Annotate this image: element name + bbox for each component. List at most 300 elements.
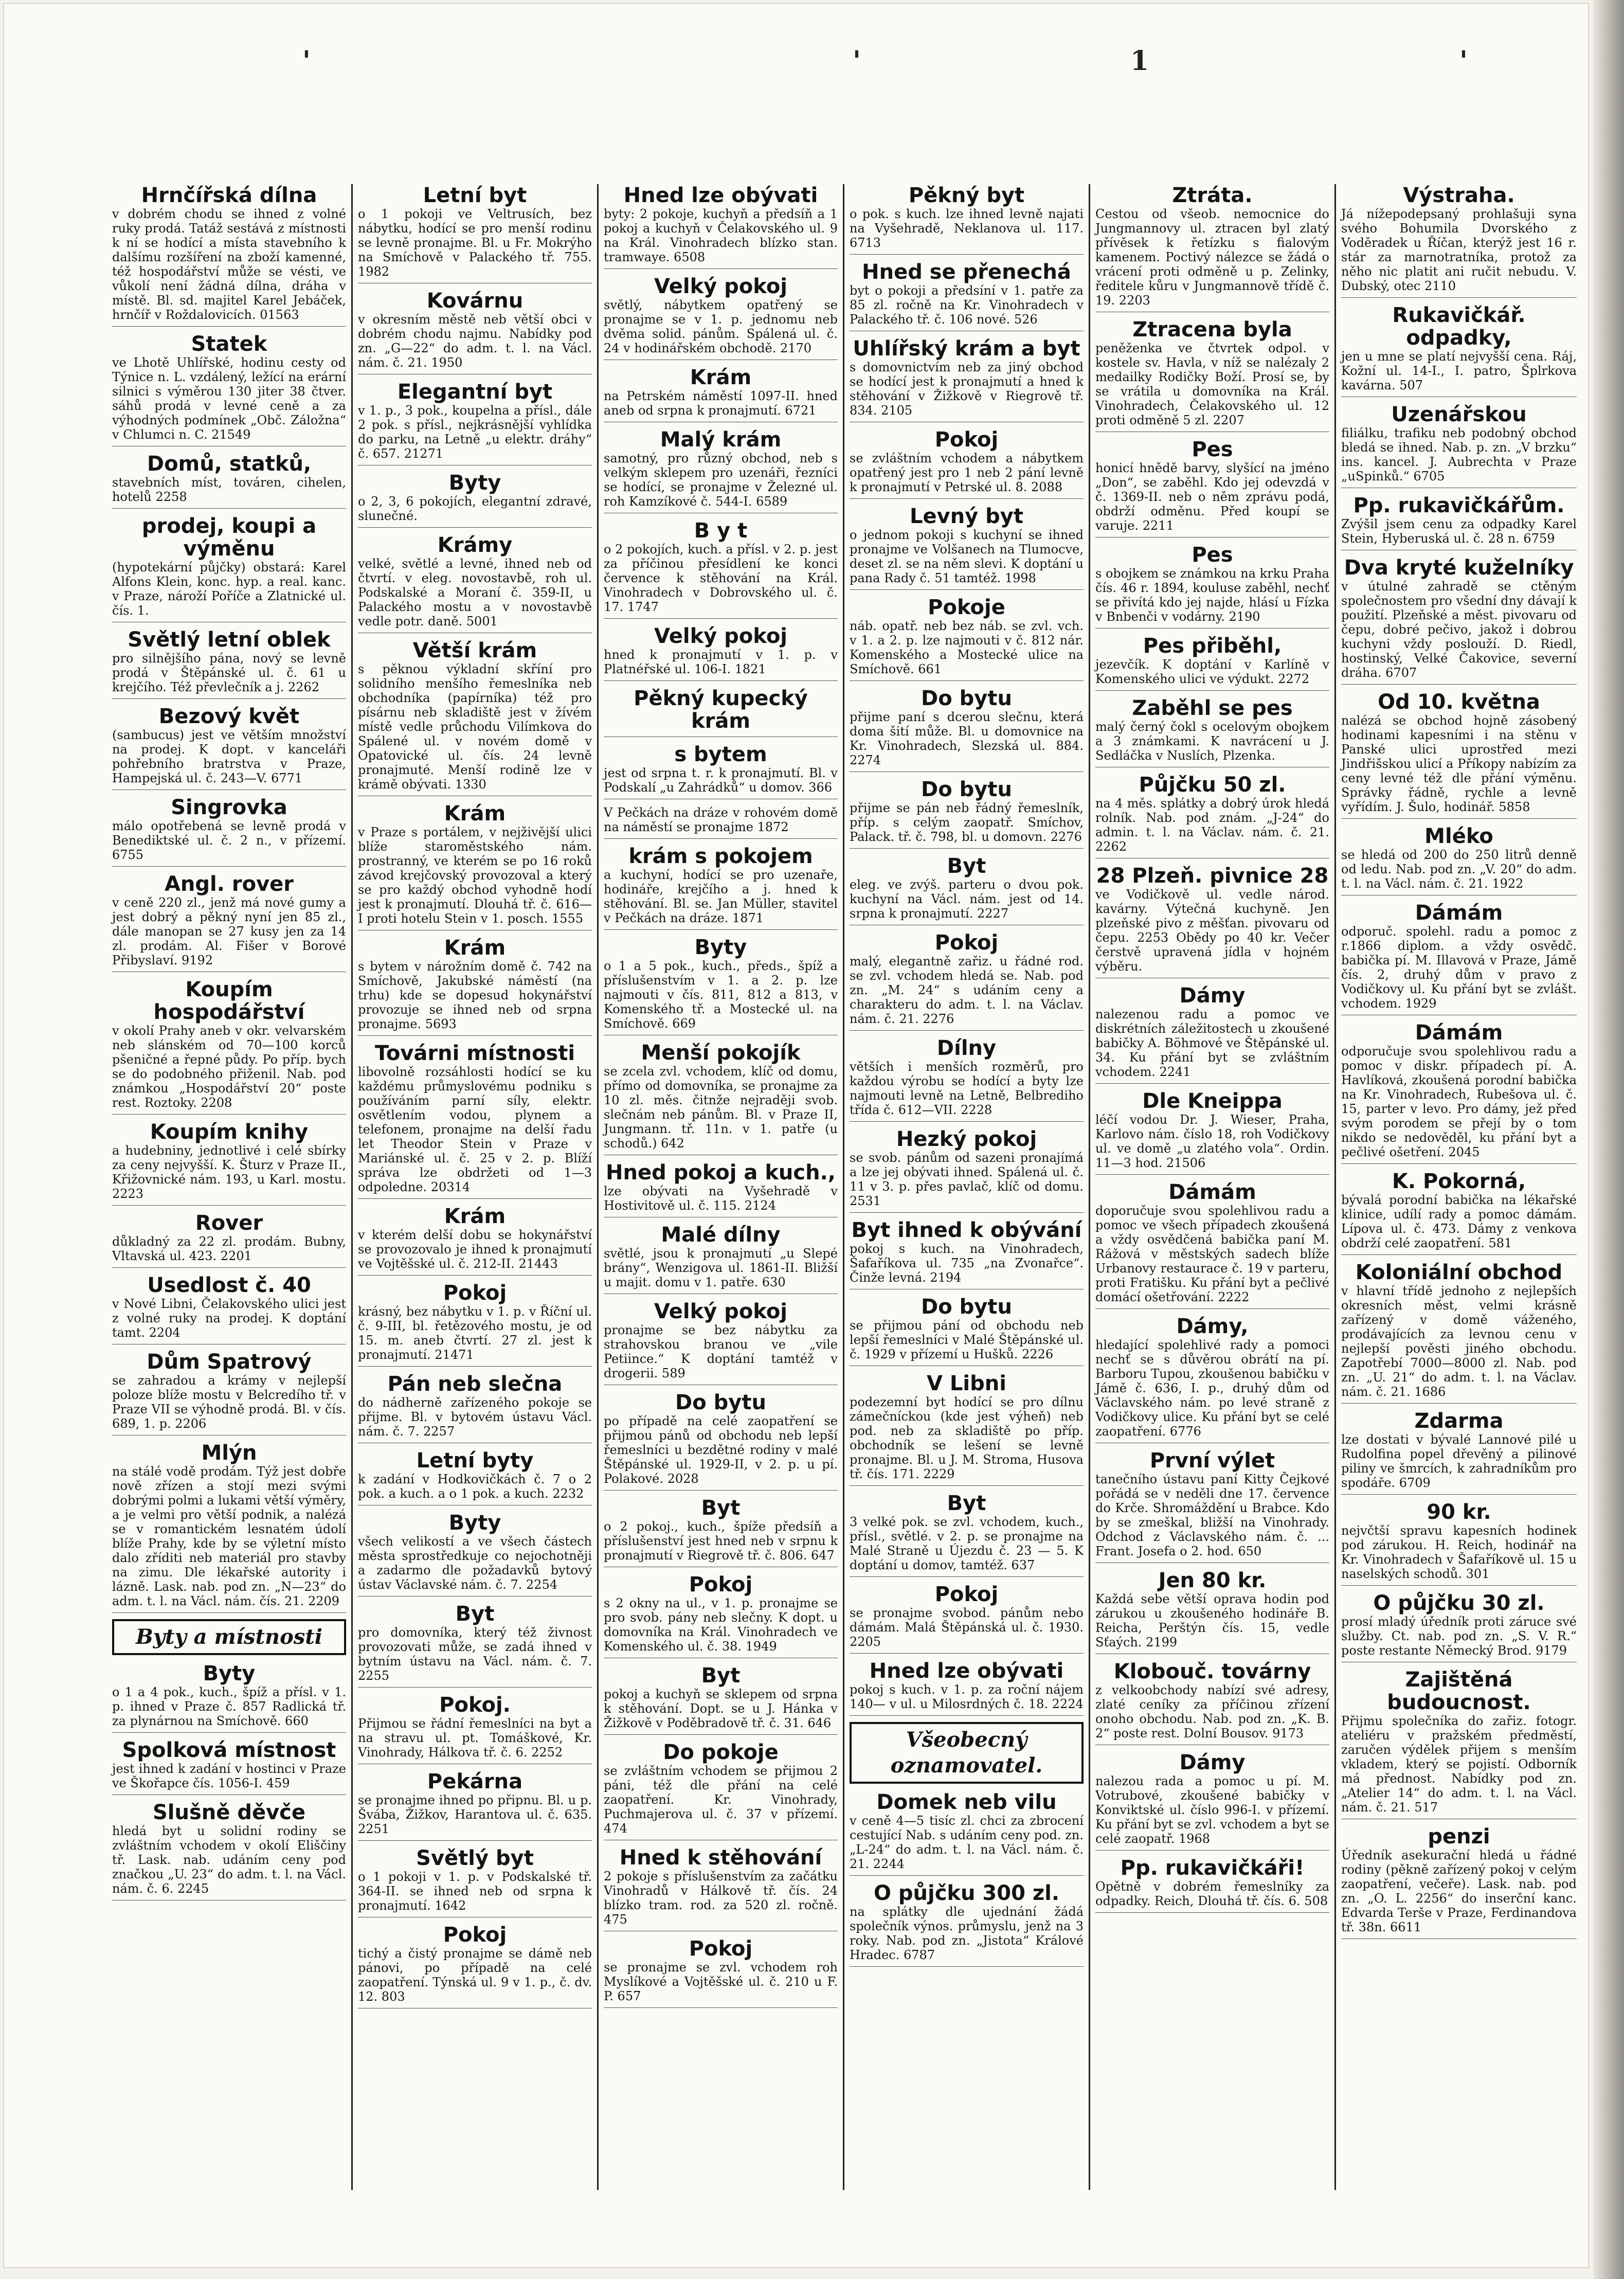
ad-text: s domovnictvím neb za jiný obchod se hodící jest k pronajmutí a hned k stěhování v Žižkově v Riegrově tř. 834. 2105 xyxy=(850,360,1084,418)
classified-ad xyxy=(358,1042,592,1199)
column-2 xyxy=(353,184,599,2190)
classified-ad xyxy=(358,1449,592,1505)
page-number: 1 xyxy=(1130,45,1149,77)
ad-heading: Koupím knihy xyxy=(150,1120,309,1144)
classified-ad xyxy=(358,937,592,1036)
classified-ad xyxy=(850,1219,1084,1289)
ad-text: nalézá se obchod hojně zásobený hodinami kapesními i na stěnu v Panské ulici uprostřed mezi Jindřišskou ulicí a Příkopy nabízím za ceny levné též dle přání výměnu. Správky řádně, rychle a levně vyřídím. J. Šulo, hodinář. 5858 xyxy=(1341,713,1577,814)
classified-ad xyxy=(604,625,838,681)
ad-text: v dobrém chodu se ihned z volné ruky prodá. Tatáž sestává z místnosti k ní se hodící a místa stavebního k dalšímu rozšíření na zboží kamenné, též hospodářství může se vésti, ve vůkolí není žádná dílna, dráha v místě. Bl. sd. majitel Karel Jebáček, hrnčíř v Roždalovicích. 01563 xyxy=(112,207,346,322)
classified-ad xyxy=(1095,544,1329,629)
classified-ad xyxy=(358,534,592,633)
ad-text: hledající spolehlivé rady a pomoci nechť se s důvěrou obrátí na pí. Barboru Tupou, zkoušenou babičku v Jámě č. 636, I. p., druhý dům od Václavského nám. po levé straně z Vodičkovy ulice. Ku přání byt se celé zaopatření. 6776 xyxy=(1095,1338,1329,1439)
classified-ad xyxy=(604,1300,838,1385)
classified-ad xyxy=(604,275,838,360)
ad-heading: 90 kr. xyxy=(1427,1500,1491,1524)
ad-heading: Jen 80 kr. xyxy=(1158,1569,1267,1592)
ad-text: a hudebniny, jednotlivé i celé sbírky za ceny nejvyšší. K. Šturz v Praze II., Křižovnické nám. 193, u Karl. mostu. 2223 xyxy=(112,1143,346,1201)
ad-text: malý černý čokl s ocelovým obojkem a 3 známkami. K navrácení u J. Sedláčka v Nuslích, Plzenka. xyxy=(1095,720,1329,763)
ad-heading: 28 Plzeň. pivnice 28 xyxy=(1096,864,1329,888)
classified-ad xyxy=(604,1042,838,1155)
ad-text: v okresním městě neb větší obci v dobrém chodu najmu. Nabídky pod zn. „G—22“ do adm. t. l. na Václ. nám. č. 21. 1950 xyxy=(358,312,592,370)
ad-heading: Usedlost č. 40 xyxy=(147,1273,311,1297)
ad-text: stavebních míst, továren, cihelen, hotelů 2258 xyxy=(112,475,346,504)
ad-text: Já nížepodepsaný prohlašuji syna svého Bohumila Dvorského z Voděradek u Říčan, kterýž jest 16 r. stár za marnotratníka, protož za něho nic platit ani ručit nebudu. V. Dubský, otec 2110 xyxy=(1341,207,1577,293)
ad-text: o 2 pokoj., kuch., špíže předsíň a příslušenství jest hned neb v srpnu k pronajmutí v Riegrově tř. č. 806. 647 xyxy=(604,1519,838,1563)
classified-ad xyxy=(358,1694,592,1764)
classified-columns xyxy=(107,184,1583,2190)
ad-heading: Světlý byt xyxy=(416,1846,534,1870)
ad-heading: Pán neb slečna xyxy=(387,1372,563,1396)
classified-ad xyxy=(358,381,592,465)
ad-text: samotný, pro různý obchod, neb s velkým sklepem pro uzenáři, řezníci se hodící, se pronajme v Železné ul. roh Kamzíkové č. 544-I. 6589 xyxy=(604,451,838,509)
ad-heading: Byt xyxy=(701,1664,741,1688)
ad-text: odporuč. spolehl. radu a pomoc z r.1866 diplom. a vždy osvědč. babička pí. M. Illavová v Praze, Jámě čís. 2, druhý dům v pravo z Vodičkovy ul. Ku přání byt se zvlášt. vchodem. 1929 xyxy=(1341,924,1577,1011)
ad-text: o 2, 3, 6 pokojích, elegantní zdravé, slunečné. xyxy=(358,494,592,523)
ad-heading: Krámy xyxy=(437,533,513,557)
ad-text: hned k pronajmutí v 1. p. v Platnéřské ul. 106-I. 1821 xyxy=(604,648,838,676)
classified-ad xyxy=(1341,1592,1577,1662)
ad-heading: Koloniální obchod xyxy=(1355,1261,1563,1284)
ad-heading: Uhlířský krám a byt xyxy=(853,337,1080,361)
classified-ad xyxy=(1341,691,1577,819)
ad-text: tanečního ústavu paní Kitty Čejkové pořádá se v neděli dne 17. července do Krče. Shromáždění u Brabce. Kdo by se zmeškal, bližší na Vinohrady. Odchod z Václavského nám. č. ... Frant. Josefa o 2. hod. 650 xyxy=(1095,1472,1329,1558)
ad-heading: Pekárna xyxy=(427,1770,523,1793)
ad-text: větších i menších rozměrů, pro každou výrobu se hodící a byty lze najmouti levně na Letně, Belbrediho třída č. 612—VII. 2228 xyxy=(850,1060,1084,1117)
ad-text: s 2 okny na ul., v 1. p. pronajme se pro svob. pány neb slečny. K dopt. u domovníka na Král. Vinohradech ve Komenského ul. č. 38. 1949 xyxy=(604,1596,838,1654)
classified-ad xyxy=(604,743,838,799)
ad-heading: Slušně děvče xyxy=(152,1801,305,1824)
ad-text: jen u mne se platí nejvyšší cena. Ráj, Kožní ul. 14-I., I. patro, Šplrkova kavárna. 507 xyxy=(1341,349,1577,392)
classified-ad xyxy=(1341,304,1577,397)
ad-heading: Půjčku 50 zl. xyxy=(1139,773,1286,797)
ad-heading: Pokoj xyxy=(934,931,999,955)
ad-heading: Velký pokoj xyxy=(654,275,788,298)
ad-text: se pronajme se zvl. vchodem roh Myslíkové a Vojtěšské ul. č. 210 u F. P. 657 xyxy=(604,1960,838,2003)
classified-ad xyxy=(112,1801,346,1900)
ad-heading: Do bytu xyxy=(921,687,1012,710)
ad-text: v 1. p., 3 pok., koupelna a přísl., dále 2 pok. s přísl., nejkrásnější vyhlídka do parku, na Letně „u elektr. dráhy“ č. 657. 21271 xyxy=(358,403,592,461)
ad-heading: K. Pokorná, xyxy=(1392,1170,1526,1193)
ad-heading: Do bytu xyxy=(675,1391,766,1414)
ad-heading: Byt xyxy=(947,854,986,878)
ad-text: se svob. pánům od sazeni pronajímá a lze jej obývati ihned. Spálená ul. č. 11 v 3. p. přes pavlač, klíč od domu. 2531 xyxy=(850,1151,1084,1208)
ad-heading: Ztráta. xyxy=(1172,184,1253,207)
classified-ad xyxy=(358,1282,592,1367)
classified-ad xyxy=(850,778,1084,849)
ad-heading: Rukavičkář. odpadky, xyxy=(1392,303,1526,350)
ad-text: eleg. ve zvýš. parteru o dvou pok. kuchyní na Václ. nám. jest od 14. srpna k pronajmutí. 2227 xyxy=(850,877,1084,921)
ad-heading: Dámy xyxy=(1179,984,1246,1008)
column-5 xyxy=(1090,184,1336,2190)
ad-heading: Kovárnu xyxy=(426,289,524,313)
ad-text: k zadání v Hodkovičkách č. 7 o 2 pok. a kuch. a o 1 pok. a kuch. 2232 xyxy=(358,1472,592,1501)
ad-heading: Uzenářskou xyxy=(1391,403,1527,426)
ad-text: přijme se pán neb řádný řemeslník, příp. s celým zaopatř. Smíchov, Palack. tř. č. 798, bl. u domovn. 2276 xyxy=(850,801,1084,844)
ad-heading: Hned lze obývati xyxy=(623,184,818,207)
classified-ad xyxy=(112,873,346,972)
classified-ad xyxy=(1095,1569,1329,1654)
classified-ad xyxy=(358,184,592,283)
column-4 xyxy=(844,184,1090,2190)
ad-heading: Angl. rover xyxy=(164,872,294,896)
ad-text: se přijmou pání od obchodu neb lepší řemeslníci v Malé Štěpánské ul. č. 1929 v přízemí u Hušků. 2226 xyxy=(850,1318,1084,1361)
ad-text: a kuchyní, hodící se pro uzenaře, hodináře, krejčího a j. hned k stěhování. Bl. se. Jan Müller, stavitel v Pečkách na dráze. 1871 xyxy=(604,868,838,925)
classified-ad xyxy=(850,1791,1084,1876)
ad-text: v okolí Prahy aneb v okr. velvarském neb slánském od 70—100 korců pšeničné a řepné půdy. Po příp. bych se do podobného přiženil. Nab. pod známkou „Hospodářství 20“ poste rest. Roztoky. 2208 xyxy=(112,1024,346,1110)
classified-ad xyxy=(112,1739,346,1795)
ad-text: v ceně 220 zl., jenž má nové gumy a jest dobrý a pěkný nyní jen 85 zl., dále manopan se 27 kusy jen za 14 zl. prodám. Al. Fišer v Borové Přibyslaví. 9192 xyxy=(112,895,346,967)
ad-text: v ceně 4—5 tisíc zl. chci za zbrocení cestující Nab. s udáním ceny pod. zn. „L-24“ do adm. t. l. na Václ. nám. č. 21. 2244 xyxy=(850,1814,1084,1871)
classified-ad xyxy=(1095,1751,1329,1851)
classified-ad xyxy=(1341,184,1577,298)
ad-text: pokoj s kuch. v 1. p. za roční nájem 140— v ul. u Milosrdných č. 18. 2224 xyxy=(850,1682,1084,1711)
classified-ad xyxy=(1341,403,1577,488)
ad-text: Opětně v dobrém řemeslníky za odpadky. Reich, Dlouhá tř. čís. 6. 508 xyxy=(1095,1879,1329,1908)
classified-ad xyxy=(112,184,346,327)
ad-text: se zahradou a krámy v nejlepší poloze blíže mostu v Belcredího tř. v Praze VII se výhodně prodá. Bl. v čís. 689, 1. p. 2206 xyxy=(112,1373,346,1431)
ad-text: pokoj a kuchyň se sklepem od srpna k stěhování. Dopt. se u J. Hánka v Žižkově v Poděbradově tř. č. 31. 646 xyxy=(604,1687,838,1730)
classified-ad xyxy=(604,805,838,839)
ad-heading: Hned k stěhování xyxy=(619,1846,822,1870)
ad-heading: Zdarma xyxy=(1414,1409,1504,1433)
classified-ad xyxy=(112,515,346,622)
classified-ad xyxy=(850,1372,1084,1486)
ad-heading: Klobouč. továrny xyxy=(1113,1660,1311,1683)
ad-text: na 4 měs. splátky a dobrý úrok hledá rolník. Nab. pod znám. „J-24“ do admin. t. l. na Václav. nám. č. 21. 2262 xyxy=(1095,796,1329,854)
ad-heading: Dámám xyxy=(1168,1180,1256,1204)
ad-heading: Spolková místnost xyxy=(122,1738,336,1762)
classified-ad xyxy=(1095,184,1329,312)
ad-heading: Hrnčířská dílna xyxy=(141,184,317,207)
ad-text: se pronajme ihned po připnu. Bl. u p. Švába, Žižkov, Harantova ul. č. 635. 2251 xyxy=(358,1793,592,1836)
ad-text: bývalá porodní babička na lékařské klinice, udílí rady a pomoc dámám. Lípova ul. č. 473. Dámy z venkova obdrží celé zaopatření. 581 xyxy=(1341,1193,1577,1250)
ad-text: 3 velké pok. se zvl. vchodem, kuch., přísl., světlé. v 2. p. se pronajme na Malé Straně u Újezdu č. 23 — 5. K doptání u domov, tamtéž. 637 xyxy=(850,1515,1084,1572)
ad-heading: Bezový květ xyxy=(158,705,300,728)
ad-heading: s bytem xyxy=(674,743,767,766)
ad-heading: Ztracena byla xyxy=(1132,318,1292,342)
ad-heading: Pokoj xyxy=(689,1573,753,1596)
ad-heading: Statek xyxy=(191,332,267,356)
classified-ad xyxy=(1341,1410,1577,1495)
ad-heading: Továrni místnosti xyxy=(374,1042,575,1065)
ad-text: všech velikostí a ve všech částech města sprostředkuje co nejochotněji a zadarmo dle požadavků bytový ústav Václavské nám. č. 7. 2254 xyxy=(358,1534,592,1592)
classified-ad xyxy=(1095,1857,1329,1913)
ad-text: v Nové Libni, Čelakovského ulici jest z volné ruky na prodej. K doptání tamt. 2204 xyxy=(112,1297,346,1340)
ad-heading: Dámám xyxy=(1415,1021,1503,1045)
classified-ad xyxy=(604,1937,838,2008)
ad-text: 2 pokoje s příslušenstvím za začátku Vinohradů v Hálkově tř. čís. 24 blízko tram. rod. za 520 zl. ročně. 475 xyxy=(604,1869,838,1927)
classified-ad xyxy=(604,1741,838,1840)
page-edge-shadow xyxy=(1593,0,1624,2279)
classified-ad xyxy=(604,184,838,269)
classified-ad xyxy=(850,855,1084,925)
classified-ad xyxy=(850,1037,1084,1122)
classified-ad xyxy=(1095,1315,1329,1443)
ad-text: Přijmu společníka do zařiz. fotogr. ateliéru v pražském předměstí, zaručen výdělek přijem s menším vkladem, který se pojistí. Odborník má přednost. Nabídky pod zn. „Atelier 14“ do adm. t. l. na Václ. nám. č. 21. 517 xyxy=(1341,1714,1577,1815)
ad-text: málo opotřebená se levně prodá v Benediktské ul. č. 2 n., v přízemí. 6755 xyxy=(112,819,346,862)
ad-heading: Pokoj xyxy=(689,1937,753,1961)
classified-ad xyxy=(1095,635,1329,691)
classified-ad xyxy=(850,505,1084,590)
classified-ad xyxy=(1095,1660,1329,1745)
ad-text: Cestou od všeob. nemocnice do Jungmannovy ul. ztracen byl zlatý přívěsek k řetízku s fialovým kamenem. Poctivý nálezce se žádá o vrácení proti odměně u p. Zelinky, ředitele kůru v Jungmannově třídě č. 19. 2203 xyxy=(1095,207,1329,308)
classified-ad xyxy=(358,1603,592,1688)
ad-text: o jednom pokoji s kuchyní se ihned pronajme ve Volšanech na Tlumocve, deset zl. se na něm slevi. K doptání u pana Rady č. 51 tamtéž. 1998 xyxy=(850,528,1084,585)
ad-text: na splátky dle ujednání žádá společník výnos. průmyslu, jenž na 3 roky. Nab. pod zn. „Jistota“ Králové Hradec. 6787 xyxy=(850,1905,1084,1962)
ad-text: lze obývati na Vyšehradě v Hostivitově ul. č. 115. 2124 xyxy=(604,1184,838,1213)
classified-ad xyxy=(850,1583,1084,1654)
ad-text: honicí hnědě barvy, slyšící na jméno „Don“, se zaběhl. Kdo jej odevzdá v č. 1369-II. neb o něm zprávu podá, obdrží odměnu. Před koupí se varuje. 2211 xyxy=(1095,461,1329,533)
column-3 xyxy=(599,184,844,2190)
ad-text: nalezenou radu a pomoc ve diskrétních záležitostech u zkoušené babičky A. Böhmové ve Štěpánské ul. 34. Ku přání byt se zvláštním vchodem. 2241 xyxy=(1095,1007,1329,1079)
classified-ad xyxy=(604,1391,838,1491)
classified-ad xyxy=(604,366,838,422)
classified-ad xyxy=(850,1296,1084,1366)
classified-ad xyxy=(850,1492,1084,1577)
ad-heading: Pokoj. xyxy=(439,1693,511,1717)
ad-text: peněženka ve čtvrtek odpol. v kostele sv. Havla, v níž se nalézaly 2 medailky Rodičky Boží. Prosí se, by se vrátila u domovníka na Král. Vinohradech, Čelakovského ul. 12 proti odměně 5 zl. 2207 xyxy=(1095,341,1329,427)
ad-text: hledá byt u solidní rodiny se zvláštním vchodem v okolí Eliščiny tř. Lask. nab. udáním ceny pod značkou „U. 23“ do adm. t. l. na Václ. nám. č. 6. 2245 xyxy=(112,1824,346,1896)
ad-text: krásný, bez nábytku v 1. p. v Říční ul. č. 9-III, bl. řetězového mostu, je od 15. m. aneb čtvrtí. 27 zl. jest k pronajmutí. 21471 xyxy=(358,1304,592,1362)
ad-heading: krám s pokojem xyxy=(628,845,813,868)
classified-ad xyxy=(850,1660,1084,1716)
ad-heading: Pp. rukavičkářům. xyxy=(1353,494,1565,517)
ad-text: (hypotekární půjčky) obstará: Karel Alfons Klein, konc. hyp. a real. kanc. v Praze, nároží Poříče a Zlatnické ul. čís. 1. xyxy=(112,560,346,618)
ad-text: s pěknou výkladní skříní pro solidního menšího řemeslníka neb obchodníka (papírníka) též pro písárnu neb skladiště jest v žívém místě vedle průchodu Vilímkova do Spálené ul. v novém domě v Opatovické ul. čís. 24 levně pronajmuté. Menší rodině lze v krámě obývati. 1330 xyxy=(358,662,592,792)
ad-heading: Pokoj xyxy=(443,1923,507,1947)
ad-text: (sambucus) jest ve větším množství na prodej. K dopt. v kanceláři pohřebního bratrstva v Praze, Hampejská ul. č. 243—V. 6771 xyxy=(112,728,346,785)
ad-heading: Byt ihned k obývání xyxy=(851,1218,1082,1242)
ad-text: byty: 2 pokoje, kuchyň a předsíň a 1 pokoj a kuchyň v Čelakovského ul. 9 na Král. Vinohradech blízko stan. tramwaye. 6508 xyxy=(604,207,838,264)
ad-text: pro domovníka, který též živnost provozovati může, se zadá ihned v bytním ústavu na Václ. nám. č. 7. 2255 xyxy=(358,1625,592,1683)
ad-text: s bytem v nárožním domě č. 742 na Smíchově, Jakubské náměstí (na trhu) kde se dopesud hokynářství provozuje se ihned neb od srpna pronajme. 5693 xyxy=(358,959,592,1031)
ad-text: odporučuje svou spolehlivou radu a pomoc v diskr. případech pí. A. Havlíková, zkoušená porodní babička na Kr. Vinohradech, Rubešova ul. č. 15, parter v levo. Pro dámy, jež před svým porodem se přejí by o tom nikdo se nedověděl, ku přání byt a pečlivé ošetření. 2045 xyxy=(1341,1044,1577,1159)
ad-heading: Byt xyxy=(947,1492,986,1515)
ad-text: V Pečkách na dráze v rohovém domě na náměstí se pronajme 1872 xyxy=(604,805,838,834)
ad-text: ve Lhotě Uhlířské, hodinu cesty od Týnice n. L. vzdálený, ležící na erární silnici s výměrou 130 jiter 38 čtver. sáhů prodá v levné ceně a za výhodných podmínek „Obč. Záložna“ v Chlumci n. C. 21549 xyxy=(112,355,346,442)
ad-text: jest ihned k zadání v hostinci v Praze ve Škořapce čís. 1056-I. 459 xyxy=(112,1762,346,1790)
ad-heading: Pěkný byt xyxy=(908,184,1025,207)
ad-text: nalezou rada a pomoc u pí. M. Votrubové, zkoušené babičky v Konviktské ul. číslo 996-I. v přízemí. Ku přání byt se zvl. vchodem a byt se celé zaopatř. 1968 xyxy=(1095,1774,1329,1846)
ad-heading: Výstraha. xyxy=(1403,184,1515,207)
ad-text: podezemní byt hodící se pro dílnu zámečníckou (kde jest výheň) neb pod. neb za skladiště po příp. obchodník se lešení se levně pronajme. Bl. u J. M. Stroma, Husova tř. čís. 171. 2229 xyxy=(850,1395,1084,1481)
classified-ad xyxy=(604,936,838,1035)
ad-heading: Zaběhl se pes xyxy=(1132,696,1293,720)
classified-ad xyxy=(358,472,592,528)
classified-ad xyxy=(1341,557,1577,685)
classified-ad xyxy=(604,1846,838,1931)
ad-text: velké, světlé a levné, ihned neb od čtvrtí. v eleg. novostavbě, roh ul. Podskalské a Moraní č. 359-II, u Palackého mostu a v novostavbě vedle potr. daně. 5001 xyxy=(358,557,592,629)
ad-heading: Byt xyxy=(455,1602,495,1626)
ad-text: světlý, nábytkem opatřený se pronajme se v 1. p. jednomu neb dvěma solid. pánům. Spálená ul. č. 24 v hodinářském obchodě. 2170 xyxy=(604,298,838,355)
ad-heading: O půjčku 30 zl. xyxy=(1373,1591,1545,1615)
ad-heading: Krám xyxy=(444,802,506,826)
classified-ad xyxy=(112,629,346,699)
classified-ad xyxy=(358,1373,592,1443)
ad-heading: Světlý letní oblek xyxy=(128,628,331,652)
classified-ad xyxy=(1341,1021,1577,1164)
classified-ad xyxy=(604,1573,838,1658)
classified-ad xyxy=(1095,318,1329,432)
ad-heading: Malé dílny xyxy=(661,1223,781,1247)
ad-text: důkladný za 22 zl. prodám. Bubny, Vltavská ul. 423. 2201 xyxy=(112,1234,346,1263)
ad-heading: Pes xyxy=(1192,543,1233,567)
ad-text: Úředník asekurační hledá u řádné rodiny (pěkně zařízený pokoj v celým zaopatření, večeře). Lask. nab. pod zn. „O. L. 2256“ do inserční kanc. Edvarda Terše v Praze, Ferdinandova tř. 38n. 6611 xyxy=(1341,1848,1577,1934)
ad-heading: Dům Spatrový xyxy=(147,1350,312,1374)
ad-heading: Dílny xyxy=(936,1036,997,1060)
classified-ad xyxy=(112,978,346,1115)
classified-ad xyxy=(112,705,346,790)
ad-text: o 2 pokojích, kuch. a přísl. v 2. p. jest za příčinou přesídlení ke konci července k stěhování na Král. Vinohradech v Dobrovského ul. č. 17. 1747 xyxy=(604,542,838,614)
classified-ad xyxy=(1341,1170,1577,1255)
ad-text: Přijmou se řádní řemeslníci na byt a na stravu ul. pt. Tomáškové, Kr. Vinohrady, Hálkova tř. č. 6. 2252 xyxy=(358,1716,592,1760)
classified-ad xyxy=(850,596,1084,681)
ad-text: se pronajme svobod. pánům nebo dámám. Malá Štěpánská ul. č. 1930. 2205 xyxy=(850,1606,1084,1649)
ad-heading: Byty xyxy=(694,936,747,959)
ad-heading: Do bytu xyxy=(921,778,1012,801)
ad-text: ve Vodičkově ul. vedle národ. kavárny. Výtečná kuchyně. Jen plzeňské pivo z měšťan. pivovaru od čepu. 2253 Obědy po 40 kr. Večer čerstvě upravená jídla v hojném výběru. xyxy=(1095,887,1329,974)
classified-ad xyxy=(1341,1261,1577,1404)
ad-text: o 1 pokoji v 1. p. v Podskalské tř. 364-II. se ihned neb od srpna k pronajmutí. 1642 xyxy=(358,1870,592,1913)
classified-ad xyxy=(850,428,1084,499)
classified-ad xyxy=(358,802,592,930)
ad-text: v útulné zahradě se ctěným společnostem pro všední dny dávají k použití. Plzeňské a měst. pivovaru od čepu, dobré pečivo, jakož i dobrou kuchyni vždy poslouží. D. Riedl, hostinský, Velké Čakovice, severní dráha. 6707 xyxy=(1341,579,1577,680)
classified-ad xyxy=(112,1662,346,1733)
ad-text: přijme paní s dcerou slečnu, která doma šití může. Bl. u domovnice na Kr. Vinohradech, Slezská ul. 884. 2274 xyxy=(850,710,1084,767)
ad-heading: Pes xyxy=(1192,438,1233,461)
ad-text: se zvláštním vchodem se přijmou 2 páni, též dle přání na celé zaopatření. Kr. Vinohrady, Puchmajerova ul. č. 37 v přízemí. 474 xyxy=(604,1764,838,1836)
page-mark-2: ' xyxy=(853,45,861,77)
classified-ad xyxy=(604,1161,838,1217)
ad-text: o pok. s kuch. lze ihned levně najati na Vyšehradě, Neklanova ul. 117. 6713 xyxy=(850,207,1084,250)
classified-ad xyxy=(358,1512,592,1596)
section-banner: Byty a místnosti xyxy=(112,1619,346,1655)
ad-text: o 1 a 4 pok., kuch., špíž a přísl. v 1. p. ihned v Praze č. 857 Radlická tř. za plynárnou na Smíchově. 660 xyxy=(112,1685,346,1728)
ad-heading: Velký pokoj xyxy=(654,624,788,648)
ad-heading: Levný byt xyxy=(910,505,1023,528)
classified-ad xyxy=(358,290,592,374)
ad-heading: Hned lze obývati xyxy=(869,1659,1064,1683)
ad-heading: Hned se přenechá xyxy=(862,260,1071,284)
ad-heading: B y t xyxy=(694,519,748,543)
ad-text: lze dostati v bývalé Lannové pilé u Rudolfina popel dřevěný a pilinové piliny ve šmrcích, k zahradníkům pro spodáře. 6709 xyxy=(1341,1432,1577,1490)
classified-ad xyxy=(604,428,838,513)
ad-heading: Pokoje xyxy=(928,596,1005,619)
classified-ad xyxy=(1341,825,1577,895)
ad-heading: Dámy xyxy=(1179,1751,1246,1774)
ad-text: do nádherně zařízeného pokoje se přijme. Bl. v bytovém ústavu Václ. nám. č. 7. 2257 xyxy=(358,1395,592,1439)
column-6 xyxy=(1336,184,1582,2190)
ad-heading: Singrovka xyxy=(171,796,287,819)
ad-heading: Letní byty xyxy=(416,1449,534,1473)
ad-heading: Velký pokoj xyxy=(654,1300,788,1323)
section-banner: Všeobecný oznamovatel. xyxy=(850,1722,1084,1784)
ad-heading: Domek neb vilu xyxy=(876,1790,1057,1814)
ad-heading: Dle Kneippa xyxy=(1142,1089,1283,1113)
classified-ad xyxy=(112,1121,346,1206)
classified-ad xyxy=(604,1664,838,1735)
classified-ad xyxy=(604,519,838,619)
classified-ad xyxy=(1095,438,1329,537)
ad-heading: O půjčku 300 zl. xyxy=(873,1881,1060,1905)
classified-ad xyxy=(604,1224,838,1294)
ad-heading: Mléko xyxy=(1424,824,1493,848)
ad-heading: Byt xyxy=(701,1496,741,1520)
classified-ad xyxy=(1095,984,1329,1084)
ad-text: pronajme se bez nábytku za strahovskou branou ve „vile Petiince.“ K doptání tamtéž v drogerii. 589 xyxy=(604,1323,838,1380)
ad-text: pro silnějšího pána, nový se levně prodá v Štěpánské ul. č. 61 u krejčího. Též převlečník a j. 2262 xyxy=(112,651,346,694)
ad-heading: Dámám xyxy=(1415,901,1503,925)
ad-text: o 1 pokoji ve Veltrusích, bez nábytku, hodící se pro menší rodinu se levně pronajme. Bl. u Fr. Mokrýho na Smíchově v Palackého tř. 755. 1982 xyxy=(358,207,592,279)
classified-ad xyxy=(850,1128,1084,1213)
classified-ad xyxy=(1095,1449,1329,1563)
classified-ad xyxy=(850,261,1084,331)
ad-heading: Pp. rukavičkáři! xyxy=(1120,1856,1305,1880)
ad-heading: Hned pokoj a kuch., xyxy=(606,1161,836,1185)
ad-text: prosí mladý úředník proti záruce své služby. Ct. nab. pod zn. „S. V. R.“ poste restante Německý Brod. 9179 xyxy=(1341,1614,1577,1658)
classified-ad xyxy=(112,1442,346,1613)
ad-heading: Byty xyxy=(448,471,501,495)
ad-heading: Hezký pokoj xyxy=(896,1127,1037,1151)
classified-ad xyxy=(1341,494,1577,550)
classified-ad xyxy=(604,845,838,930)
classified-ad xyxy=(1341,1825,1577,1939)
classified-ad xyxy=(1095,774,1329,858)
ad-text: jest od srpna t. r. k pronajmutí. Bl. v Podskalí „u Zahrádků“ u domov. 366 xyxy=(604,766,838,795)
classified-ad xyxy=(850,184,1084,255)
ad-heading: Dva kryté kuželníky xyxy=(1344,556,1574,580)
ad-text: Zvýšil jsem cenu za odpadky Karel Stein, Hyberuská ul. č. 28 n. 6759 xyxy=(1341,517,1577,546)
ad-text: filiálku, trafiku neb podobný obchod bledá se ihned. Nab. p. zn. „V brzku“ ins. kancel. J. Aubrechta v Praze „uSpinků.“ 6705 xyxy=(1341,426,1577,483)
classified-ad xyxy=(604,687,838,737)
classified-ad xyxy=(358,639,592,796)
classified-ad xyxy=(850,687,1084,772)
ad-heading: Koupím hospodářství xyxy=(153,978,305,1024)
classified-ad xyxy=(112,333,346,446)
ad-text: pokoj s kuch. na Vinohradech, Šafaříkova ul. 735 „na Zvonařce“. Činže levná. 2194 xyxy=(850,1242,1084,1285)
ad-heading: Krám xyxy=(690,366,752,389)
classified-ad xyxy=(1095,1090,1329,1175)
ad-heading: Pěkný kupecký krám xyxy=(634,687,808,733)
ad-text: o 1 a 5 pok., kuch., předs., špíž a příslušenstvím v 1. a 2. p. lze najmouti v čís. 811, 812 a 813, v Komenského tř. a Mostecké ul. na Smíchově. 669 xyxy=(604,959,838,1031)
ad-text: v hlavní třídě jednoho z nejlepších okresních měst, velmi krásně zařízený v domě váženého, prodávajících za levnou cenu v nejlepší pověsti jiného obchodu. Zapotřebí 7000—8000 zl. Nab. pod zn. „U. 21“ do adm. t. l. na Václav. nám. č. 21. 1686 xyxy=(1341,1284,1577,1399)
classified-ad xyxy=(850,337,1084,422)
ad-heading: Menší pokojík xyxy=(641,1041,801,1065)
ad-heading: Elegantní byt xyxy=(397,380,553,404)
ad-heading: Do pokoje xyxy=(663,1740,779,1764)
ad-heading: První výlet xyxy=(1149,1449,1275,1473)
column-1 xyxy=(107,184,353,2190)
classified-ad xyxy=(850,1882,1084,1967)
ad-heading: Letní byt xyxy=(423,184,527,207)
page-mark-1: ' xyxy=(302,45,311,77)
ad-heading: V Libni xyxy=(927,1372,1006,1395)
classified-ad xyxy=(112,453,346,509)
ad-text: malý, elegantně zařiz. u řádné rod. se zvl. vchodem hledá se. Nab. pod zn. „M. 24“ s udáním ceny a charakteru do adm. t. l. na Václav. nám. č. 21. 2276 xyxy=(850,954,1084,1026)
ad-heading: Pokoj xyxy=(934,1583,999,1606)
ad-text: nejvčtší spravu kapesních hodinek pod zárukou. H. Reich, hodinář na Kr. Vinohradech v Šafaříkově ul. 15 u naselských schodů. 301 xyxy=(1341,1523,1577,1581)
classified-ad xyxy=(358,1205,592,1276)
ad-text: s obojkem se známkou na krku Praha čís. 46 r. 1894, kouluse zaběhl, nechť se přivítá kdo jej najde, hlásí u Fízka v Bnbenči v vodárny. 2190 xyxy=(1095,566,1329,624)
ad-text: v kterém delší dobu se hokynářství se provozovalo je ihned k pronajmutí ve Vojtěšské ul. č. 212-II. 21443 xyxy=(358,1228,592,1271)
ad-heading: Byty xyxy=(448,1511,501,1535)
classified-ad xyxy=(112,1351,346,1435)
ad-text: po případě na celé zaopatření se přijmou pánů od obchodu neb lepší řemeslníci u bezdětné rodiny v malé Štěpánské ul. 1929-II, v 2. p. u pí. Polakové. 2028 xyxy=(604,1414,838,1486)
ad-heading: penzi xyxy=(1428,1825,1490,1849)
classified-ad xyxy=(1341,1668,1577,1819)
ad-text: jezevčík. K doptání v Karlíně v Komenského ulici ve výdukt. 2272 xyxy=(1095,657,1329,686)
